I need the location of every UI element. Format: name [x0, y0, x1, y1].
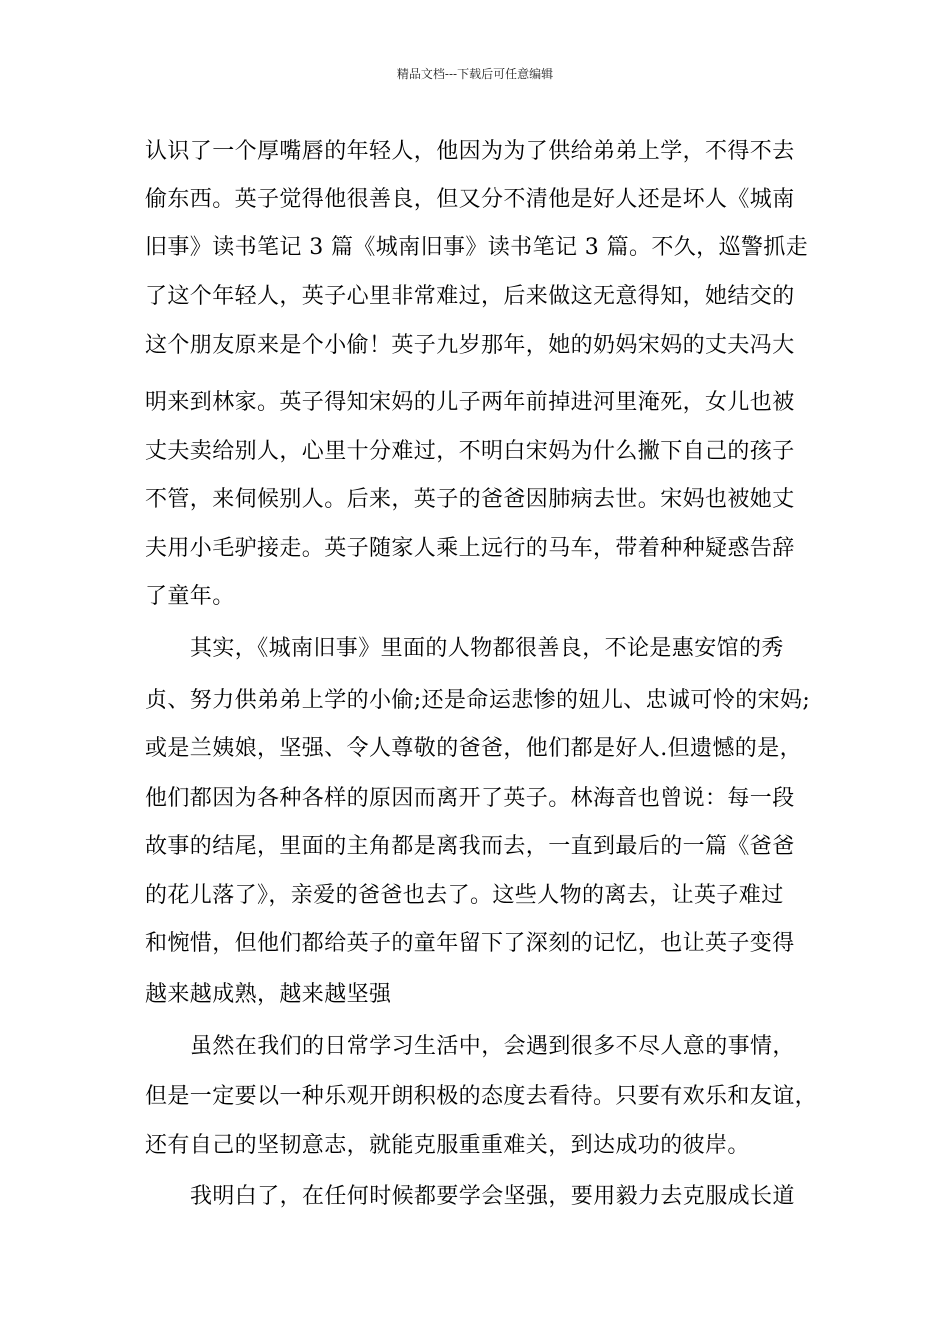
page-header: 精品文档---下载后可任意编辑	[396, 67, 554, 81]
body-line: 丈夫卖给别人，心里十分难过，不明白宋妈为什么撇下自己的孩子	[145, 439, 795, 464]
body-line: 还有自己的坚韧意志，就能克服重重难关，到达成功的彼岸。	[145, 1133, 750, 1158]
body-line: 的花儿落了》，亲爱的爸爸也去了。这些人物的离去，让英子难过	[145, 883, 784, 908]
body-line: 贞、努力供弟弟上学的小偷;还是命运悲惨的妞儿、忠诚可怜的宋妈;	[145, 688, 811, 713]
body-line: 越来越成熟，越来越坚强	[145, 982, 392, 1007]
body-line: 他们都因为各种各样的原因而离开了英子。林海音也曾说：每一段	[145, 786, 795, 811]
body-line: 但是一定要以一种乐观开朗积极的态度去看待。只要有欢乐和友谊，	[145, 1084, 818, 1109]
body-line: 了这个年轻人，英子心里非常难过，后来做这无意得知，她结交的	[145, 284, 795, 309]
body-line: 我明白了，在任何时候都要学会坚强，要用毅力去克服成长道	[190, 1184, 795, 1209]
body-line: 故事的结尾，里面的主角都是离我而去，一直到最后的一篇《爸爸	[145, 834, 795, 859]
body-line: 偷东西。英子觉得他很善良，但又分不清他是好人还是坏人《城南	[145, 187, 795, 212]
body-line: 认识了一个厚嘴唇的年轻人，他因为为了供给弟弟上学，不得不去	[145, 139, 795, 164]
body-line: 这个朋友原来是个小偷！英子九岁那年，她的奶妈宋妈的丈夫冯大	[145, 333, 795, 358]
body-line: 明来到林家。英子得知宋妈的儿子两年前掉进河里淹死，女儿也被	[145, 390, 795, 415]
body-line: 不管，来伺候别人。后来，英子的爸爸因肺病去世。宋妈也被她丈	[145, 487, 795, 512]
body-line: 其实，《城南旧事》里面的人物都很善良，不论是惠安馆的秀	[190, 636, 784, 661]
body-line: 了童年。	[145, 584, 235, 609]
body-line: 旧事》读书笔记 3 篇《城南旧事》读书笔记 3 篇。不久，巡警抓走	[145, 235, 809, 260]
body-line: 夫用小毛驴接走。英子随家人乘上远行的马车，带着种种疑惑告辞	[145, 536, 795, 561]
body-line: 或是兰姨娘，坚强、令人尊敬的爸爸，他们都是好人.但遗憾的是，	[145, 736, 802, 761]
body-line: 和惋惜，但他们都给英子的童年留下了深刻的记忆，也让英子变得	[145, 931, 795, 956]
body-line: 虽然在我们的日常学习生活中，会遇到很多不尽人意的事情，	[190, 1034, 795, 1059]
